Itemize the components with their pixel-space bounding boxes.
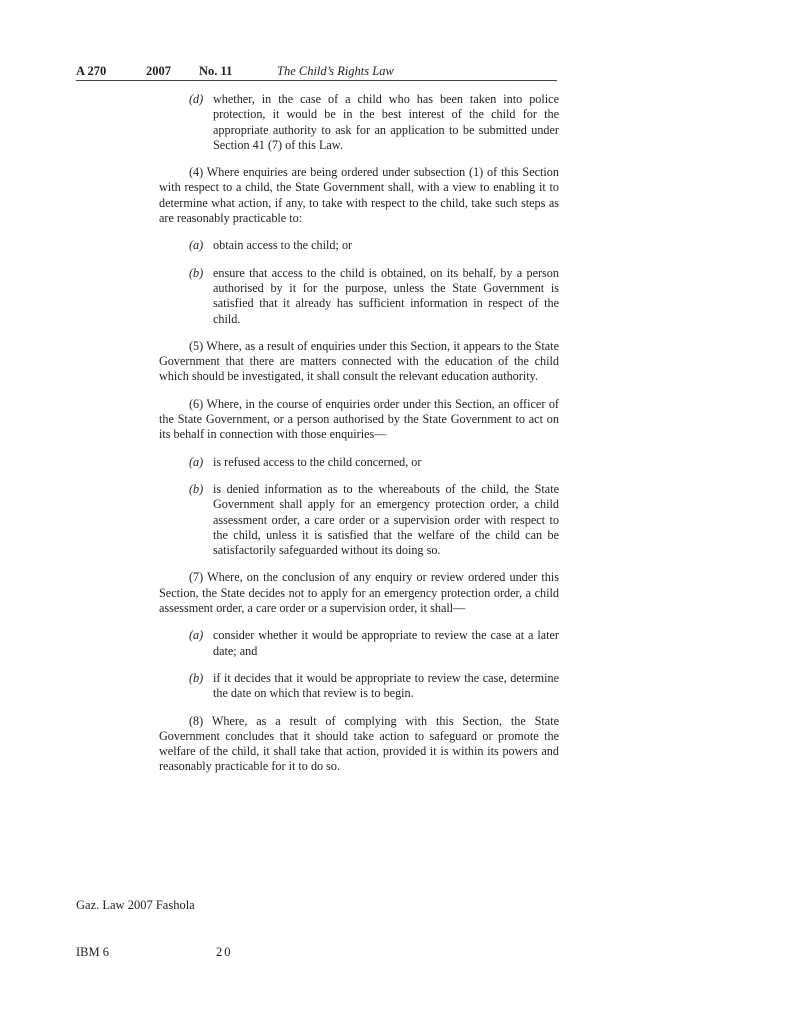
header-rule — [76, 80, 557, 81]
gazette-note: Gaz. Law 2007 Fashola — [76, 898, 195, 912]
item-label: (a) — [189, 238, 204, 253]
paragraph-6: (6) Where, in the course of enquiries order under this Section, an officer of the State Government, or a person authorised by the State Government to act on its behalf in connection with those enquiries— — [159, 396, 559, 442]
header-title: The Child’s Rights Law — [277, 64, 394, 78]
paragraph-5: (5) Where, as a result of enquiries under this Section, it appears to the State Government that there are matters connected with the education of the child which should be investigated, it shall consult the relevant education authority. — [159, 338, 559, 384]
item-4a — [189, 238, 559, 253]
footer-number: 20 — [216, 945, 233, 959]
item-7a — [189, 628, 559, 659]
item-text: obtain access to the child; or — [213, 238, 353, 253]
item-text: is denied information as to the whereabouts of the child, the State Government shall apply for an emergency protection order, a child assessment order, a care order or a supervision order with respect to the child, unless it is satisfied that the welfare of the child can be satisfactorily safeguarded without its doing so. — [213, 481, 559, 558]
item-text: whether, in the case of a child who has been taken into police protection, it would be in the best interest of the child for the appropriate authority to ask for an application to be submitted under Section 41 (7) of this Law. — [213, 92, 559, 152]
paragraph-4: (4) Where enquiries are being ordered under subsection (1) of this Section with respect to a child, the State Government shall, with a view to enabling it to determine what action, if any, to take with respect to the child, take such steps as are reasonably practicable to: — [159, 165, 559, 226]
item-6b — [189, 482, 559, 558]
item-label: (b) — [189, 481, 204, 496]
header-year: 2007 — [146, 64, 171, 78]
item-label: (b) — [189, 670, 204, 685]
item-label: (d) — [189, 92, 204, 106]
item-label: (a) — [189, 454, 204, 469]
header-number: No. 11 — [199, 64, 233, 78]
item-text: if it decides that it would be appropriate to review the case, determine the date on which that review is to begin. — [213, 670, 559, 701]
item-d — [189, 92, 559, 153]
ibm-code: IBM 6 — [76, 945, 109, 959]
item-6a — [189, 455, 559, 470]
body-text — [159, 92, 559, 775]
item-text: ensure that access to the child is obtained, on its behalf, by a person authorised by it for the purpose, unless the State Government is satisfied that it already has sufficient information in respect of the child. — [213, 265, 559, 326]
paragraph-8: (8) Where, as a result of complying with this Section, the State Government concludes that it should take action to safeguard or promote the welfare of the child, it shall take that action, provided it is within its powers and reasonably practicable for it to do so. — [159, 713, 559, 774]
paragraph-7: (7) Where, on the conclusion of any enquiry or review ordered under this Section, the State decides not to apply for an emergency protection order, a child assessment order, a care order or a supervision order, it shall— — [159, 570, 559, 616]
item-label: (b) — [189, 265, 204, 280]
item-text: is refused access to the child concerned, or — [213, 454, 422, 469]
page-label: A 270 — [76, 64, 107, 78]
item-text: consider whether it would be appropriate to review the case at a later date; and — [213, 628, 559, 658]
item-label: (a) — [189, 628, 204, 643]
item-4b — [189, 266, 559, 327]
item-7b — [189, 671, 559, 702]
